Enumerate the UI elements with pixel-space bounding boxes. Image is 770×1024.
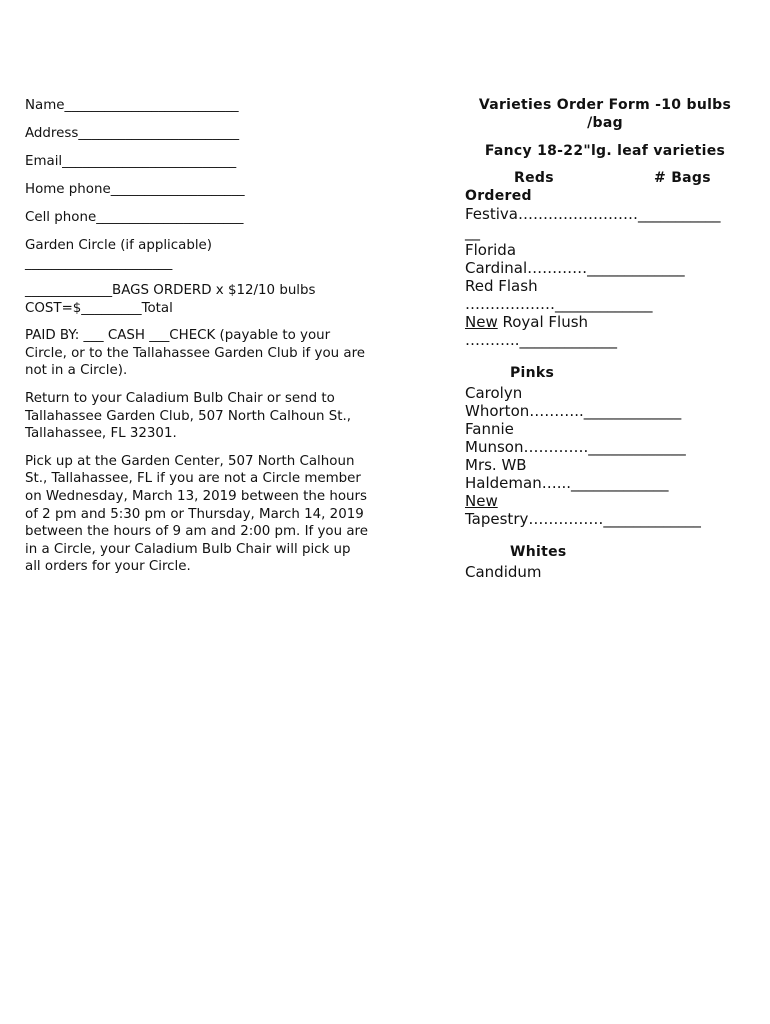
pinks-list	[465, 384, 755, 528]
return-to-text: Return to your Caladium Bulb Chair or send to Tallahassee Garden Club, 507 North Calhoun St., Tallahassee, FL 32301.	[25, 391, 352, 442]
pink-variety-line: Mrs. WB	[465, 456, 527, 474]
new-variety-marker: New	[465, 492, 498, 510]
customer-info-section	[25, 97, 370, 586]
white-variety-line: Candidum	[465, 563, 542, 581]
pink-variety-item[interactable]	[465, 420, 755, 456]
garden-circle-line[interactable]: ______________________	[25, 255, 173, 271]
new-variety-marker: New	[465, 313, 498, 331]
whites-heading: Whites	[510, 544, 567, 560]
varieties-order-form	[465, 96, 755, 581]
ordered-heading: Ordered	[465, 188, 532, 204]
pink-variety-line: Carolyn	[465, 384, 523, 402]
red-variety-item[interactable]	[465, 205, 755, 241]
red-variety-item[interactable]	[465, 241, 755, 277]
whites-list	[465, 563, 755, 581]
pink-variety-line: Whorton……….._____________	[465, 402, 682, 420]
red-variety-line: Florida	[465, 241, 517, 259]
cell-phone-field-line[interactable]: Cell phone______________________	[25, 209, 244, 225]
red-variety-line: Red Flash	[465, 277, 538, 295]
pink-variety-line: Munson…………._____________	[465, 438, 686, 456]
home-phone-field-line[interactable]: Home phone____________________	[25, 181, 245, 197]
form-subtitle: Fancy 18-22"lg. leaf varieties	[484, 143, 726, 159]
email-field-line[interactable]: Email__________________________	[25, 153, 237, 169]
pickup-text: Pick up at the Garden Center, 507 North Calhoun St., Tallahassee, FL if you are not a Circle member on Wednesday, March 13, 2019 between the hours of 2 pm and 5:30 pm or Thursday, March 14, 2019 between the hours of 9 am and 2:00 pm. If you are in a Circle, your Caladium Bulb Chair will pick up all orders for your Circle.	[25, 453, 369, 575]
white-variety-item[interactable]	[465, 563, 755, 581]
reds-list	[465, 205, 755, 349]
red-variety-line: Cardinal…………_____________	[465, 259, 685, 277]
pinks-heading: Pinks	[510, 365, 555, 381]
paid-by-text: PAID BY: ___ CASH ___CHECK (payable to your Circle, or to the Tallahassee Garden Club if you are not in a Circle).	[25, 328, 366, 379]
red-variety-line	[465, 313, 755, 331]
column-headers	[465, 169, 755, 187]
bags-cost-field[interactable]	[25, 282, 370, 317]
form-title: Varieties Order Form -10 bulbs /bag	[478, 97, 732, 131]
reds-heading: Reds	[514, 170, 554, 186]
red-variety-line: Festiva……………………___________	[465, 205, 721, 223]
cost-total-line[interactable]: COST=$_________Total	[25, 300, 173, 316]
garden-circle-field[interactable]	[25, 237, 370, 272]
pink-variety-line	[465, 492, 755, 510]
red-variety-item[interactable]	[465, 277, 755, 313]
address-field-line[interactable]: Address________________________	[25, 125, 240, 141]
red-variety-item[interactable]	[465, 313, 755, 349]
red-variety-text: Royal Flush	[497, 313, 589, 331]
red-variety-line: ……….._____________	[465, 331, 618, 349]
bags-column-heading: # Bags	[654, 170, 711, 186]
garden-circle-label: Garden Circle (if applicable)	[25, 237, 213, 253]
red-variety-line: ………………_____________	[465, 295, 653, 313]
pink-variety-line: Haldeman…..._____________	[465, 474, 669, 492]
red-variety-line: __	[465, 223, 480, 241]
pink-variety-item[interactable]	[465, 384, 755, 420]
bags-ordered-line[interactable]: _____________BAGS ORDERD x $12/10 bulbs	[25, 283, 316, 299]
pink-variety-item[interactable]	[465, 456, 755, 492]
pink-variety-item[interactable]	[465, 492, 755, 528]
pink-variety-line: Tapestry……………_____________	[465, 510, 701, 528]
name-field-line[interactable]: Name__________________________	[25, 98, 239, 113]
pink-variety-line: Fannie	[465, 420, 514, 438]
